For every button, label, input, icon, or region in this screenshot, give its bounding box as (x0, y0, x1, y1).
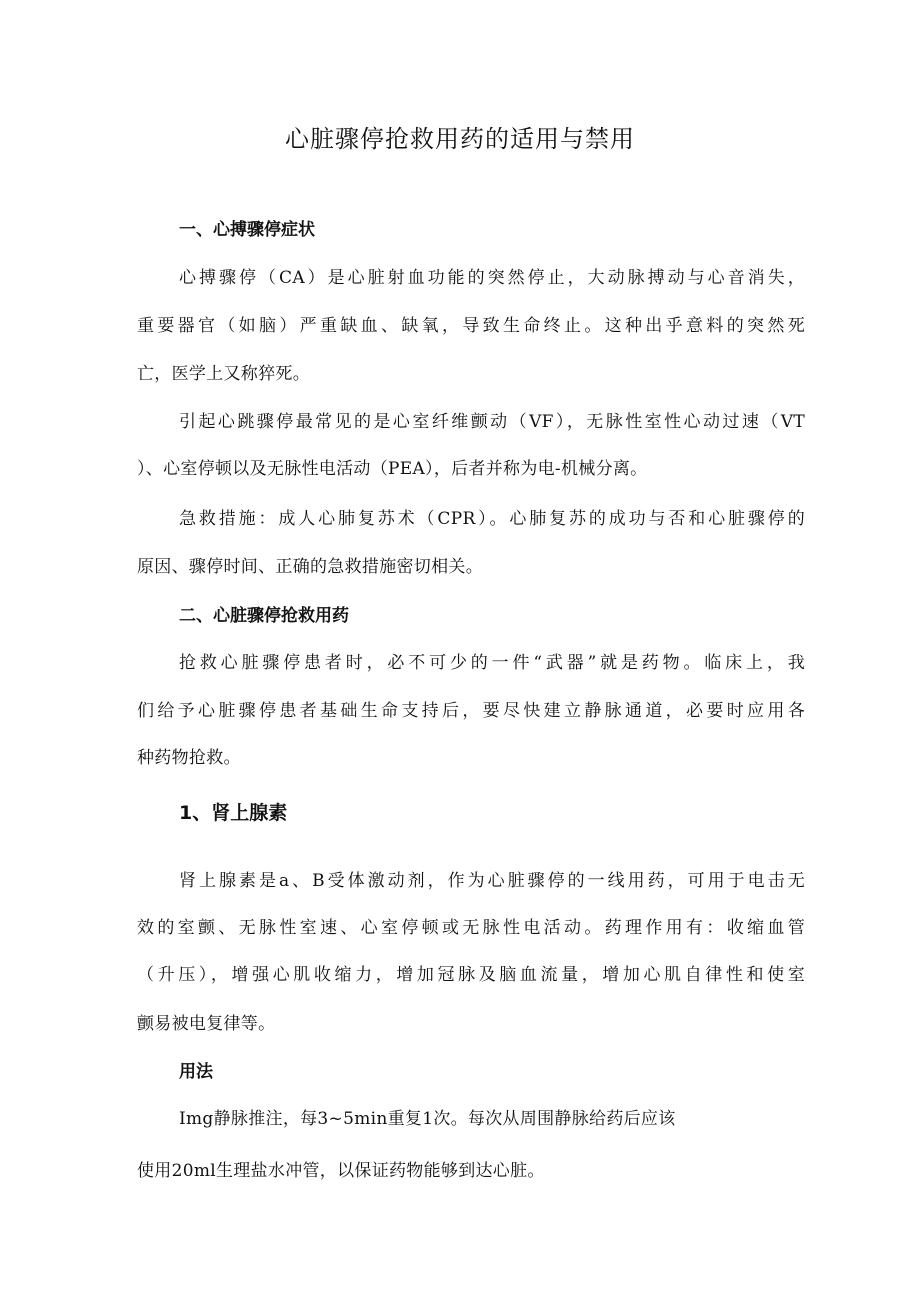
drug-heading-epinephrine: 1、肾上腺素 (179, 802, 288, 824)
text-line: 引起心跳骤停最常见的是心室纤维颤动（VF），无脉性室性心动过速（VT (179, 412, 805, 432)
text-line: Img静脉推注，每3~5min重复1次。每次从周围静脉给药后应该 (179, 1109, 676, 1129)
usage-heading: 用法 (179, 1062, 213, 1082)
text-line: 效的室颤、无脉性室速、心室停顿或无脉性电活动。药理作用有：收缩血管 (137, 918, 805, 938)
text-line: 亡，医学上又称猝死。 (137, 364, 310, 384)
text-line: 颤易被电复律等。 (137, 1014, 276, 1034)
text-line: 重要器官（如脑）严重缺血、缺氧，导致生命终止。这种出乎意料的突然死 (137, 316, 805, 336)
text-line: 心搏骤停（CA）是心脏射血功能的突然停止，大动脉搏动与心音消失， (179, 268, 805, 288)
text-line: （升压），增强心肌收缩力，增加冠脉及脑血流量，增加心肌自律性和使室 (137, 965, 805, 985)
text-line: 使用20ml生理盐水冲管，以保证药物能够到达心脏。 (137, 1161, 545, 1181)
document-title: 心脏骤停抢救用药的适用与禁用 (285, 125, 635, 153)
text-line: 抢救心脏骤停患者时，必不可少的一件“武器”就是药物。临床上，我 (179, 653, 805, 673)
text-line: 种药物抢救。 (137, 748, 241, 768)
section-heading-drugs: 二、心脏骤停抢救用药 (179, 606, 349, 626)
text-line: ）、心室停顿以及无脉性电活动（PEA），后者并称为电-机械分离。 (137, 459, 648, 479)
section-heading-symptoms: 一、心搏骤停症状 (179, 220, 315, 240)
text-line: 急救措施：成人心肺复苏术（CPR）。心肺复苏的成功与否和心脏骤停的 (179, 509, 805, 529)
text-line: 原因、骤停时间、正确的急救措施密切相关。 (137, 557, 483, 577)
text-line: 肾上腺素是a、B受体激动剂，作为心脏骤停的一线用药，可用于电击无 (179, 871, 805, 891)
text-line: 们给予心脏骤停患者基础生命支持后，要尽快建立静脉通道，必要时应用各 (137, 701, 805, 721)
